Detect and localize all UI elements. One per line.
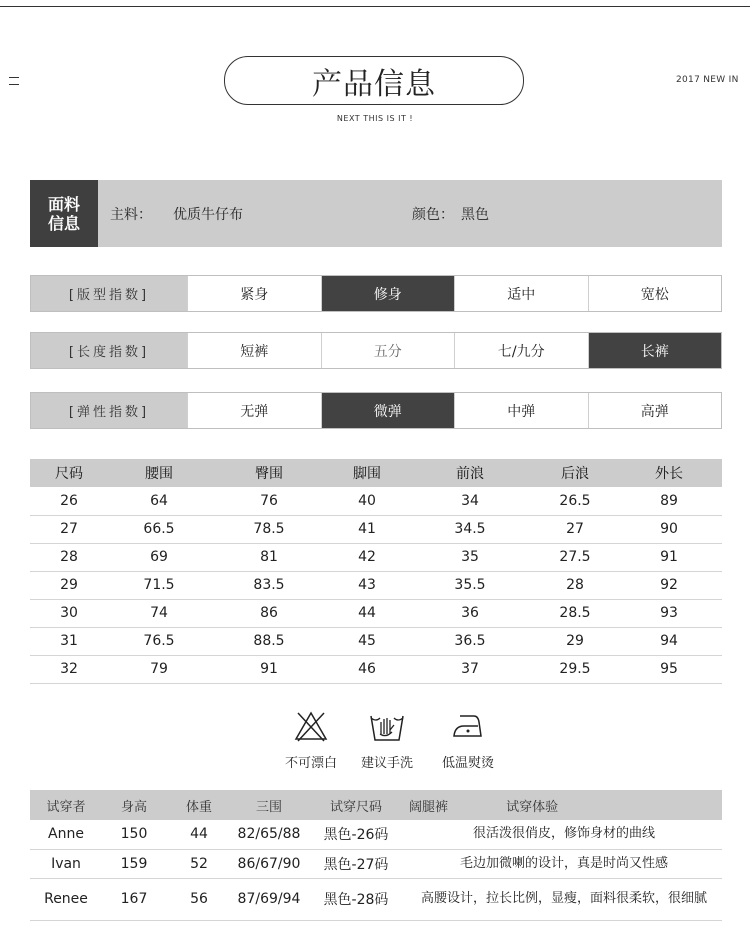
elastic-option: 高弹	[588, 393, 722, 428]
size-cell: 28.5	[534, 599, 616, 627]
size-cell: 89	[616, 487, 722, 515]
size-header-cell: 腰围	[108, 459, 210, 487]
table-row	[30, 878, 722, 920]
main-fabric-label: 主料：	[110, 207, 152, 223]
elastic-index-label: [弹性指数]	[31, 393, 187, 428]
size-cell: 34	[406, 487, 534, 515]
size-cell: 79	[108, 655, 210, 683]
fit-index-row	[30, 275, 722, 312]
fit-cell: Ivan	[30, 849, 102, 878]
length-option: 七/九分	[454, 333, 588, 368]
care-item-no-bleach	[271, 710, 351, 771]
year-tag: 2017 NEW IN	[676, 75, 739, 85]
care-label: 低温熨烫	[441, 756, 494, 771]
size-cell: 29.5	[534, 655, 616, 683]
length-option: 五分	[321, 333, 455, 368]
elastic-option-selected: 微弹	[321, 393, 455, 428]
size-cell: 27	[30, 515, 108, 543]
length-index-row	[30, 332, 722, 369]
size-cell: 43	[328, 571, 406, 599]
low-iron-icon	[450, 710, 486, 742]
main-fabric-value: 优质牛仔布	[173, 207, 243, 223]
size-cell: 26	[30, 487, 108, 515]
menu-icon[interactable]	[9, 77, 19, 85]
fabric-info-label	[30, 180, 98, 247]
size-cell: 92	[616, 571, 722, 599]
size-header-cell: 后浪	[534, 459, 616, 487]
fit-cell: 159	[102, 849, 166, 878]
fit-experience-cell: 毛边加微喇的设计，真是时尚又性感	[406, 849, 722, 878]
size-chart-table	[30, 459, 722, 684]
size-cell: 44	[328, 599, 406, 627]
size-cell: 78.5	[210, 515, 328, 543]
size-cell: 86	[210, 599, 328, 627]
fit-cell: 黑色-26码	[306, 820, 406, 849]
size-cell: 26.5	[534, 487, 616, 515]
care-label: 建议手洗	[360, 756, 413, 771]
size-header-cell: 前浪	[406, 459, 534, 487]
size-cell: 71.5	[108, 571, 210, 599]
table-row	[30, 487, 722, 515]
fit-header-cell: 三围	[232, 790, 306, 820]
size-cell: 35.5	[406, 571, 534, 599]
table-row	[30, 820, 722, 849]
fabric-label-line1: 面料	[47, 194, 80, 214]
size-cell: 66.5	[108, 515, 210, 543]
length-index-label: [长度指数]	[31, 333, 187, 368]
fabric-label-line2: 信息	[47, 213, 80, 233]
table-row	[30, 849, 722, 878]
size-cell: 30	[30, 599, 108, 627]
fit-header-cell: 试穿尺码	[306, 790, 406, 820]
fit-cell: 82/65/88	[232, 820, 306, 849]
fit-header-experience: 试穿体验	[506, 799, 559, 815]
length-option-selected: 长裤	[588, 333, 722, 368]
table-row	[30, 571, 722, 599]
size-cell: 40	[328, 487, 406, 515]
table-row	[30, 655, 722, 683]
size-cell: 45	[328, 627, 406, 655]
table-row	[30, 599, 722, 627]
size-cell: 76	[210, 487, 328, 515]
fit-cell: 167	[102, 878, 166, 920]
size-cell: 35	[406, 543, 534, 571]
fit-cell: 56	[166, 878, 232, 920]
color-value: 黑色	[461, 207, 489, 223]
size-cell: 28	[534, 571, 616, 599]
color-label: 颜色：	[412, 207, 454, 223]
care-item-low-iron	[428, 710, 508, 771]
size-cell: 29	[534, 627, 616, 655]
size-cell: 88.5	[210, 627, 328, 655]
elastic-option: 无弹	[187, 393, 321, 428]
size-cell: 95	[616, 655, 722, 683]
fit-cell: 86/67/90	[232, 849, 306, 878]
fit-report-table	[30, 790, 722, 921]
table-row	[30, 627, 722, 655]
fit-experience-cell: 很活泼很俏皮，修饰身材的曲线	[406, 820, 722, 849]
fit-header-style: 阔腿裤	[409, 799, 449, 815]
page-title	[224, 56, 524, 105]
size-cell: 27.5	[534, 543, 616, 571]
table-row	[30, 515, 722, 543]
size-cell: 94	[616, 627, 722, 655]
fit-header-cell	[406, 790, 722, 820]
fit-cell: 52	[166, 849, 232, 878]
fit-header-cell: 试穿者	[30, 790, 102, 820]
table-row	[30, 543, 722, 571]
care-item-hand-wash	[347, 710, 427, 771]
size-cell: 37	[406, 655, 534, 683]
size-header-cell: 尺码	[30, 459, 108, 487]
size-cell: 42	[328, 543, 406, 571]
no-bleach-icon	[293, 710, 329, 742]
page-subtitle: NEXT THIS IS IT !	[336, 114, 414, 123]
fit-cell: 44	[166, 820, 232, 849]
fabric-info-bar	[30, 180, 722, 247]
size-cell: 91	[616, 543, 722, 571]
size-cell: 34.5	[406, 515, 534, 543]
care-label: 不可漂白	[284, 756, 337, 771]
size-cell: 29	[30, 571, 108, 599]
length-option: 短裤	[187, 333, 321, 368]
top-divider	[0, 6, 750, 7]
size-header-cell: 外长	[616, 459, 722, 487]
size-cell: 36.5	[406, 627, 534, 655]
elastic-option: 中弹	[454, 393, 588, 428]
fit-option: 宽松	[588, 276, 722, 311]
fit-cell: 87/69/94	[232, 878, 306, 920]
fit-cell: 150	[102, 820, 166, 849]
size-cell: 64	[108, 487, 210, 515]
size-cell: 69	[108, 543, 210, 571]
size-cell: 46	[328, 655, 406, 683]
fit-experience-cell: 高腰设计，拉长比例，显瘦，面料很柔软，很细腻	[406, 878, 722, 920]
fit-cell: Anne	[30, 820, 102, 849]
hand-wash-icon	[368, 710, 406, 742]
fit-option: 适中	[454, 276, 588, 311]
size-cell: 91	[210, 655, 328, 683]
fit-index-label: [版型指数]	[31, 276, 187, 311]
size-cell: 31	[30, 627, 108, 655]
size-cell: 76.5	[108, 627, 210, 655]
size-cell: 27	[534, 515, 616, 543]
size-header-cell: 臀围	[210, 459, 328, 487]
size-cell: 28	[30, 543, 108, 571]
fit-header-cell: 体重	[166, 790, 232, 820]
size-cell: 32	[30, 655, 108, 683]
fit-option: 紧身	[187, 276, 321, 311]
fit-cell: 黑色-28码	[306, 878, 406, 920]
size-cell: 83.5	[210, 571, 328, 599]
page-title-text: 产品信息	[312, 66, 436, 102]
fit-report-header-row	[30, 790, 722, 820]
size-cell: 90	[616, 515, 722, 543]
size-cell: 93	[616, 599, 722, 627]
fit-cell: 黑色-27码	[306, 849, 406, 878]
fit-header-cell: 身高	[102, 790, 166, 820]
elastic-index-row	[30, 392, 722, 429]
size-cell: 41	[328, 515, 406, 543]
size-chart-header-row	[30, 459, 722, 487]
size-cell: 74	[108, 599, 210, 627]
fit-cell: Renee	[30, 878, 102, 920]
size-cell: 36	[406, 599, 534, 627]
fit-option-selected: 修身	[321, 276, 455, 311]
size-header-cell: 脚围	[328, 459, 406, 487]
size-cell: 81	[210, 543, 328, 571]
